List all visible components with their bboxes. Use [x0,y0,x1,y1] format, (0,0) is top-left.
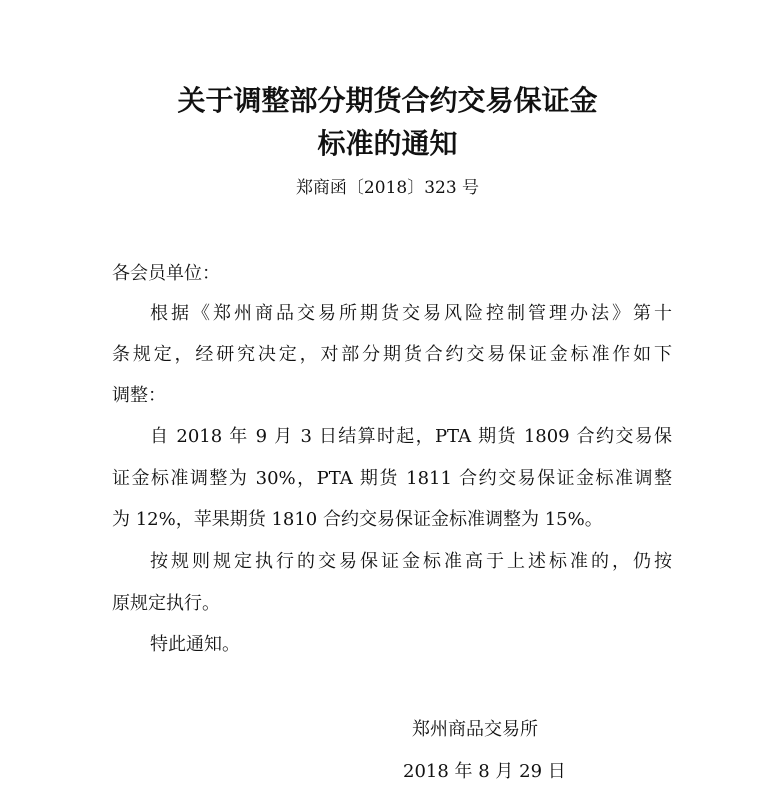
salutation: 各会员单位： [112,263,220,284]
paragraph-4-line-1: 特此通知。 [150,634,240,655]
title-line-1: 关于调整部分期货合约交易保证金 [177,84,598,117]
paragraph-1-line-3: 调整： [112,385,166,406]
issuer-name: 郑州商品交易所 [412,719,538,740]
paragraph-1-line-2: 条规定，经研究决定，对部分期货合约交易保证金标准作如下 [112,344,672,365]
paragraph-1-line-1: 根据《郑州商品交易所期货交易风险控制管理办法》第十 [150,303,672,324]
paragraph-3-line-2: 原规定执行。 [112,593,220,614]
title-line-2: 标准的通知 [317,127,458,160]
paragraph-2-line-3: 为 12%，苹果期货 1810 合约交易保证金标准调整为 15%。 [112,509,603,530]
paragraph-2-line-1: 自 2018 年 9 月 3 日结算时起，PTA 期货 1809 合约交易保 [150,426,672,447]
paragraph-3-line-1: 按规则规定执行的交易保证金标准高于上述标准的，仍按 [150,551,672,572]
issue-date: 2018 年 8 月 29 日 [403,761,566,782]
paragraph-2-line-2: 证金标准调整为 30%，PTA 期货 1811 合约交易保证金标准调整 [112,468,672,489]
document-number: 郑商函〔2018〕323 号 [295,178,480,198]
